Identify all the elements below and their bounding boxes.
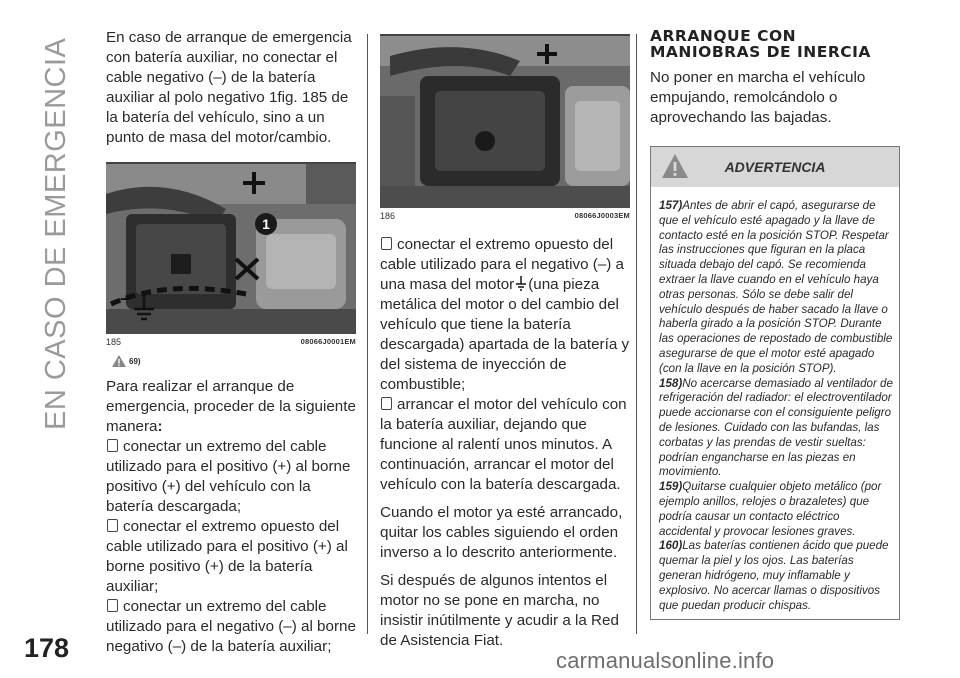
procedure-lead: Para realizar el arranque de emergencia, proceder de la siguiente manera: (106, 378, 356, 435)
column-divider (367, 34, 368, 634)
watermark: carmanualsonline.info (556, 648, 775, 673)
figure-caption (106, 337, 356, 347)
warning-header (651, 147, 899, 187)
warning-triangle-icon (661, 153, 689, 179)
checkbox-bullet-icon (381, 237, 392, 250)
section-heading: ARRANQUE CON MANIOBRAS DE INERCIA (650, 27, 871, 61)
intro-paragraph: En caso de arranque de emergencia con batería auxiliar, no conectar el cable negativo (–) de la batería auxiliar al polo negativo 1fig. 185 de la batería del vehículo, sino a un punto de masa del motor/cambio. (106, 29, 352, 146)
warning-item: 157)Antes de abrir el capó, asegurarse de que el vehículo esté apagado y la llave de contacto esté en la posición STOP. Respetar las instrucciones que figuran en la placa situada debajo del capó. Se recomienda extraer la llave cuando en el vehículo haya otras personas. Sólo se debe salir del vehículo después de haber sacado la llave o haberla girado a la posición STOP. Durante las operaciones de repostado de combustible asegurarse de que el motor esté apagado (con la llave en la posición STOP). (659, 199, 893, 375)
minus-label: – (120, 288, 131, 308)
warning-title: ADVERTENCIA (724, 159, 826, 175)
column-1 (106, 28, 356, 657)
list-item: conectar un extremo del cable utilizado para el negativo (–) al borne negativo (–) de la batería auxiliar; (106, 598, 356, 655)
figure-185 (106, 162, 356, 347)
engine-bay-photo (106, 164, 356, 334)
column-2 (380, 28, 630, 651)
checkbox-bullet-icon (107, 439, 118, 452)
column-divider (636, 34, 637, 634)
figure-caption (380, 211, 630, 221)
checkbox-bullet-icon (107, 519, 118, 532)
paragraph: Cuando el motor ya esté arrancado, quitar los cables siguiendo el orden inverso a lo descrito anteriormente. (380, 504, 623, 561)
section-side-title: EN CASO DE EMERGENCIA (40, 37, 72, 430)
checkbox-bullet-icon (107, 599, 118, 612)
paragraph: Si después de algunos intentos el motor no se pone en marcha, no insistir inútilmente y acudir a la Red de Asistencia Fiat. (380, 572, 619, 649)
figure-number: 185 (106, 337, 122, 347)
checkbox-bullet-icon (381, 397, 392, 410)
engine-ground-photo (380, 36, 630, 208)
figure-code: 08066J0003EM (574, 211, 630, 220)
warning-triangle-icon (112, 355, 126, 367)
figure-186 (380, 34, 630, 221)
figure-code: 08066J0001EM (300, 337, 356, 346)
ground-symbol-icon (515, 276, 527, 291)
intro-paragraph: No poner en marcha el vehículo empujando, remolcándolo o aprovechando las bajadas. (650, 69, 866, 126)
warning-reference (112, 355, 356, 367)
warning-ref-number: 69) (129, 356, 141, 366)
warning-item: 159)Quitarse cualquier objeto metálico (por ejemplo anillos, relojes o brazaletes) que podría causar un contacto eléctrico accidental y provocar lesiones graves. (659, 480, 882, 538)
warning-body (651, 187, 899, 619)
list-item: conectar el extremo opuesto del cable utilizado para el positivo (+) al borne positivo (+) de la batería auxiliar; (106, 518, 348, 595)
page-number: 178 (24, 633, 70, 663)
warning-item: 158)No acercarse demasiado al ventilador de refrigeración del radiador: el electroventilador puede accionarse con el consiguiente peligro de lesiones. Cuidado con las bufandas, las corbatas y las prendas de vestir sueltas: podrían engancharse en las piezas en movimiento. (659, 376, 893, 479)
warning-box (650, 146, 900, 620)
warning-item: 160)Las baterías contienen ácido que puede quemar la piel y los ojos. Las baterías generan hidrógeno, muy inflamable y explosivo. No acercar llamas o dispositivos que puedan producir chispas. (659, 539, 889, 612)
callout-label: 1 (262, 216, 270, 232)
list-item: conectar un extremo del cable utilizado para el positivo (+) al borne positivo (+) del vehículo con la batería descargada; (106, 438, 351, 515)
column-3 (650, 28, 900, 620)
list-item: conectar el extremo opuesto del cable utilizado para el negativo (–) a una masa del motor (una pieza metálica del motor o del cambio del vehículo que tiene la batería descargada) apartada de la batería y del sistema de inyección de combustible; (380, 236, 630, 393)
figure-number: 186 (380, 211, 396, 221)
list-item: arrancar el motor del vehículo con la batería auxiliar, dejando que funcione al ralentí unos minutos. A continuación, arrancar el motor del vehículo con la batería descargada. (380, 396, 627, 493)
